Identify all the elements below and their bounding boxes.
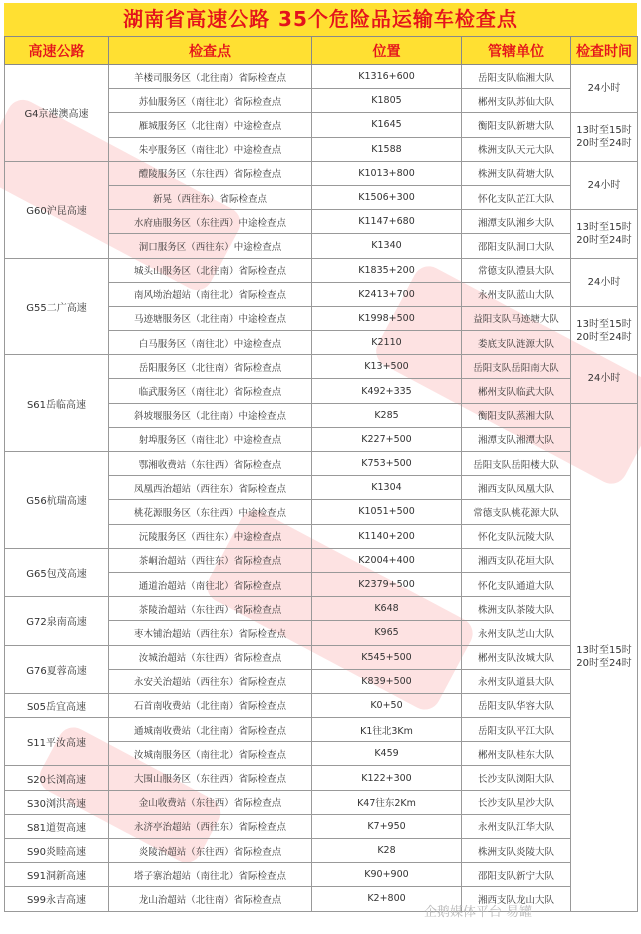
location-cell: K28: [312, 839, 462, 863]
highway-cell: G56杭瑞高速: [5, 452, 109, 549]
checkpoint-cell: 白马服务区（南往北）中途检查点: [109, 331, 312, 355]
location-cell: K2+800: [312, 887, 462, 911]
inspection-time-cell: 13时至15时 20时至24时: [571, 403, 638, 911]
header-unit: 管辖单位: [462, 37, 571, 65]
header-highway: 高速公路: [5, 37, 109, 65]
unit-cell: 衡阳支队新塘大队: [462, 113, 571, 137]
unit-cell: 株洲支队炎陵大队: [462, 839, 571, 863]
checkpoint-cell: 新晃（西往东）省际检查点: [109, 185, 312, 209]
highway-cell: G76夏蓉高速: [5, 645, 109, 693]
header-time: 检查时间: [571, 37, 638, 65]
unit-cell: 怀化支队通道大队: [462, 572, 571, 596]
table-row: [5, 814, 638, 838]
unit-cell: 湘潭支队湘乡大队: [462, 210, 571, 234]
unit-cell: 常德支队澧县大队: [462, 258, 571, 282]
highway-cell: G60沪昆高速: [5, 161, 109, 258]
unit-cell: 株洲支队荷塘大队: [462, 161, 571, 185]
location-cell: K227+500: [312, 427, 462, 451]
table-row: [5, 452, 638, 476]
inspection-time-cell: 24小时: [571, 65, 638, 113]
checkpoint-cell: 雁城服务区（北往南）中途检查点: [109, 113, 312, 137]
inspection-time-cell: 13时至15时 20时至24时: [571, 306, 638, 354]
highway-cell: G72泉南高速: [5, 597, 109, 645]
checkpoint-cell: 汝城治超站（东往西）省际检查点: [109, 645, 312, 669]
unit-cell: 长沙支队浏阳大队: [462, 766, 571, 790]
header-location: 位置: [312, 37, 462, 65]
checkpoint-cell: 临武服务区（南往北）省际检查点: [109, 379, 312, 403]
highway-cell: G55二广高速: [5, 258, 109, 355]
location-cell: K7+950: [312, 814, 462, 838]
location-cell: K545+500: [312, 645, 462, 669]
highway-cell: G65包茂高速: [5, 548, 109, 596]
table-row: [5, 258, 638, 282]
checkpoint-cell: 通城南收费站（北往南）省际检查点: [109, 718, 312, 742]
checkpoint-cell: 醴陵服务区（东往西）省际检查点: [109, 161, 312, 185]
unit-cell: 郴州支队临武大队: [462, 379, 571, 403]
unit-cell: 永州支队蓝山大队: [462, 282, 571, 306]
location-cell: K2004+400: [312, 548, 462, 572]
inspection-time-cell: 13时至15时 20时至24时: [571, 210, 638, 258]
location-cell: K0+50: [312, 693, 462, 717]
table-row: [5, 839, 638, 863]
location-cell: K1往北3Km: [312, 718, 462, 742]
table-row: [5, 863, 638, 887]
checkpoint-cell: 凤凰西治超站（西往东）省际检查点: [109, 476, 312, 500]
location-cell: K1147+680: [312, 210, 462, 234]
location-cell: K90+900: [312, 863, 462, 887]
location-cell: K1013+800: [312, 161, 462, 185]
checkpoint-cell: 茶陵治超站（东往西）省际检查点: [109, 597, 312, 621]
unit-cell: 永州支队江华大队: [462, 814, 571, 838]
footer-watermark-text: 企鹅媒体平台 易罐: [424, 905, 533, 920]
checkpoint-cell: 龙山治超站（北往南）省际检查点: [109, 887, 312, 911]
checkpoint-cell: 斜坡堰服务区（北往南）中途检查点: [109, 403, 312, 427]
location-cell: K1588: [312, 137, 462, 161]
unit-cell: 邵阳支队洞口大队: [462, 234, 571, 258]
unit-cell: 湘潭支队湘潭大队: [462, 427, 571, 451]
checkpoint-cell: 金山收费站（东往西）省际检查点: [109, 790, 312, 814]
checkpoint-cell: 岳阳服务区（北往南）省际检查点: [109, 355, 312, 379]
checkpoint-cell: 汝城南服务区（南往北）省际检查点: [109, 742, 312, 766]
unit-cell: 衡阳支队蒸湘大队: [462, 403, 571, 427]
location-cell: K285: [312, 403, 462, 427]
checkpoint-cell: 南风坳治超站（南往北）省际检查点: [109, 282, 312, 306]
unit-cell: 永州支队芝山大队: [462, 621, 571, 645]
table-row: [5, 790, 638, 814]
location-cell: K1140+200: [312, 524, 462, 548]
location-cell: K13+500: [312, 355, 462, 379]
table-row: [5, 766, 638, 790]
unit-cell: 湘西支队龙山大队: [462, 887, 571, 911]
checkpoint-cell: 永安关治超站（西往东）省际检查点: [109, 669, 312, 693]
unit-cell: 岳阳支队临湘大队: [462, 65, 571, 89]
unit-cell: 岳阳支队平江大队: [462, 718, 571, 742]
table-row: [5, 548, 638, 572]
checkpoint-cell: 石首南收费站（北往南）省际检查点: [109, 693, 312, 717]
checkpoint-cell: 射埠服务区（南往北）中途检查点: [109, 427, 312, 451]
highway-cell: S90炎睦高速: [5, 839, 109, 863]
table-row: [5, 718, 638, 742]
location-cell: K1645: [312, 113, 462, 137]
unit-cell: 湘西支队凤凰大队: [462, 476, 571, 500]
unit-cell: 株洲支队茶陵大队: [462, 597, 571, 621]
highway-cell: S91洞新高速: [5, 863, 109, 887]
unit-cell: 郴州支队桂东大队: [462, 742, 571, 766]
table-row: [5, 65, 638, 89]
location-cell: K1340: [312, 234, 462, 258]
unit-cell: 邵阳支队新宁大队: [462, 863, 571, 887]
highway-cell: S20长浏高速: [5, 766, 109, 790]
unit-cell: 长沙支队星沙大队: [462, 790, 571, 814]
location-cell: K1051+500: [312, 500, 462, 524]
table-row: [5, 645, 638, 669]
inspection-time-cell: 24小时: [571, 161, 638, 209]
checkpoint-cell: 城头山服务区（北往南）省际检查点: [109, 258, 312, 282]
checkpoint-cell: 通道治超站（南往北）省际检查点: [109, 572, 312, 596]
highway-cell: S99永吉高速: [5, 887, 109, 911]
unit-cell: 郴州支队苏仙大队: [462, 89, 571, 113]
table-header-row: [5, 37, 638, 65]
unit-cell: 怀化支队芷江大队: [462, 185, 571, 209]
inspection-time-cell: 13时至15时 20时至24时: [571, 113, 638, 161]
location-cell: K1506+300: [312, 185, 462, 209]
unit-cell: 岳阳支队岳阳南大队: [462, 355, 571, 379]
table-row: [5, 597, 638, 621]
location-cell: K839+500: [312, 669, 462, 693]
unit-cell: 株洲支队天元大队: [462, 137, 571, 161]
unit-cell: 永州支队道县大队: [462, 669, 571, 693]
location-cell: K2110: [312, 331, 462, 355]
location-cell: K2379+500: [312, 572, 462, 596]
unit-cell: 岳阳支队岳阳楼大队: [462, 452, 571, 476]
location-cell: K459: [312, 742, 462, 766]
highway-cell: S05岳宜高速: [5, 693, 109, 717]
checkpoint-cell: 桃花源服务区（东往西）中途检查点: [109, 500, 312, 524]
unit-cell: 郴州支队汝城大队: [462, 645, 571, 669]
table-row: [5, 887, 638, 911]
checkpoint-cell: 朱亭服务区（南往北）中途检查点: [109, 137, 312, 161]
unit-cell: 常德支队桃花源大队: [462, 500, 571, 524]
table-row: [5, 693, 638, 717]
table-row: [5, 161, 638, 185]
location-cell: K122+300: [312, 766, 462, 790]
checkpoint-cell: 炎陵治超站（东往西）省际检查点: [109, 839, 312, 863]
inspection-time-cell: 24小时: [571, 355, 638, 403]
location-cell: K965: [312, 621, 462, 645]
location-cell: K492+335: [312, 379, 462, 403]
table-row: [5, 355, 638, 379]
unit-cell: 湘西支队花垣大队: [462, 548, 571, 572]
checkpoint-table: [4, 36, 638, 912]
location-cell: K1998+500: [312, 306, 462, 330]
checkpoint-cell: 鄂湘收费站（东往西）省际检查点: [109, 452, 312, 476]
location-cell: K2413+700: [312, 282, 462, 306]
location-cell: K1316+600: [312, 65, 462, 89]
checkpoint-cell: 塔子寨治超站（南往北）省际检查点: [109, 863, 312, 887]
checkpoint-cell: 羊楼司服务区（北往南）省际检查点: [109, 65, 312, 89]
checkpoint-cell: 枣木铺治超站（西往东）省际检查点: [109, 621, 312, 645]
header-checkpoint: 检查点: [109, 37, 312, 65]
highway-cell: S30浏洪高速: [5, 790, 109, 814]
unit-cell: 益阳支队马迹塘大队: [462, 306, 571, 330]
location-cell: K1304: [312, 476, 462, 500]
checkpoint-cell: 大围山服务区（东往西）省际检查点: [109, 766, 312, 790]
location-cell: K47往东2Km: [312, 790, 462, 814]
inspection-time-cell: 24小时: [571, 258, 638, 306]
checkpoint-cell: 永济亭治超站（西往东）省际检查点: [109, 814, 312, 838]
checkpoint-cell: 马迹塘服务区（北往南）中途检查点: [109, 306, 312, 330]
highway-cell: S11平汝高速: [5, 718, 109, 766]
location-cell: K648: [312, 597, 462, 621]
highway-cell: S61岳临高速: [5, 355, 109, 452]
unit-cell: 怀化支队沅陵大队: [462, 524, 571, 548]
page-title: 湖南省高速公路 35个危险品运输车检查点: [4, 3, 637, 36]
table-body: [5, 65, 638, 912]
checkpoint-cell: 水府庙服务区（东往西）中途检查点: [109, 210, 312, 234]
checkpoint-cell: 沅陵服务区（西往东）中途检查点: [109, 524, 312, 548]
highway-cell: G4京港澳高速: [5, 65, 109, 162]
checkpoint-cell: 苏仙服务区（南往北）省际检查点: [109, 89, 312, 113]
checkpoint-cell: 洞口服务区（西往东）中途检查点: [109, 234, 312, 258]
location-cell: K753+500: [312, 452, 462, 476]
checkpoint-cell: 茶峒治超站（西往东）省际检查点: [109, 548, 312, 572]
unit-cell: 岳阳支队华容大队: [462, 693, 571, 717]
unit-cell: 娄底支队涟源大队: [462, 331, 571, 355]
location-cell: K1805: [312, 89, 462, 113]
highway-cell: S81道贺高速: [5, 814, 109, 838]
location-cell: K1835+200: [312, 258, 462, 282]
